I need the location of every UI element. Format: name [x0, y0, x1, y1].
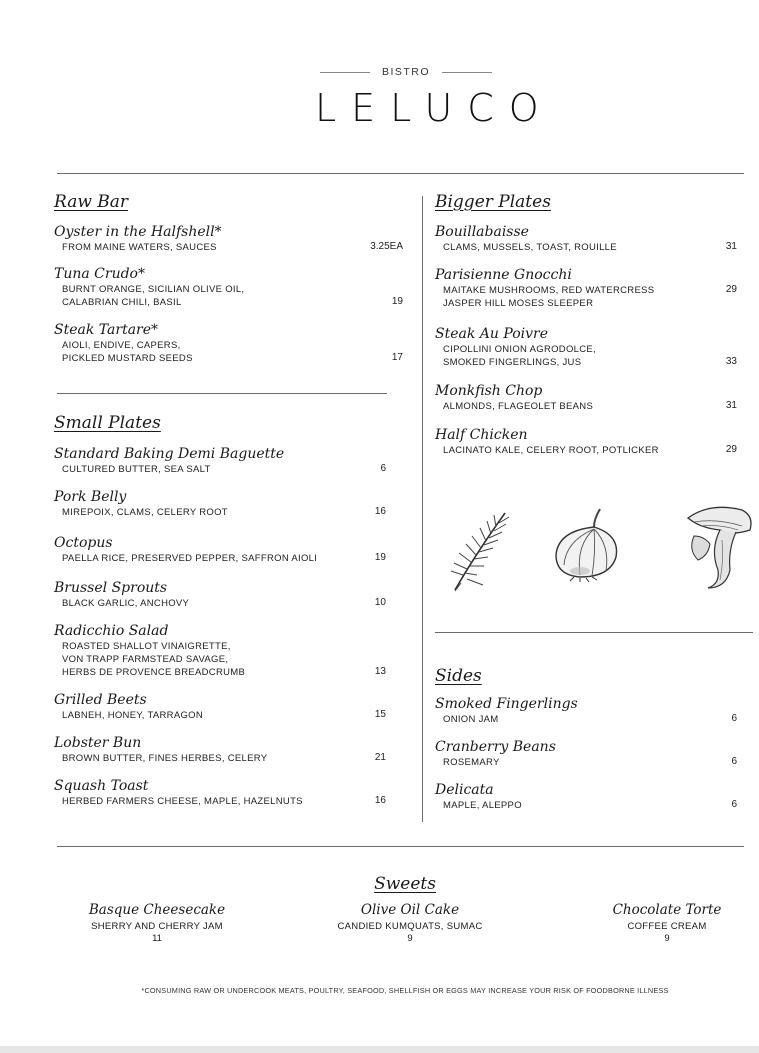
- menu-item: [435, 782, 522, 812]
- header-rule-right: [442, 72, 492, 73]
- menu-item-description: ALMONDS, FLAGEOLET BEANS: [443, 401, 594, 412]
- sweet-price: 9: [664, 933, 670, 944]
- menu-item-name: Grilled Beets: [54, 692, 147, 708]
- menu-item-name: Monkfish Chop: [435, 383, 543, 399]
- menu-item-description: ROSEMARY: [443, 757, 500, 768]
- rosemary-sprig-icon: [445, 505, 520, 593]
- menu-item: [54, 623, 245, 679]
- menu-item: [435, 267, 654, 310]
- menu-item-name: Tuna Crudo*: [54, 266, 145, 282]
- menu-item: [54, 446, 284, 476]
- menu-item-price: 15: [374, 709, 386, 720]
- menu-item: [54, 535, 317, 565]
- menu-item-price: 3.25EA: [370, 241, 403, 252]
- page-bottom-edge: [0, 1046, 759, 1053]
- menu-item-description: BURNT ORANGE, SICILIAN OLIVE OIL,: [62, 284, 245, 295]
- sweet-description: CANDIED KUMQUATS, SUMAC: [337, 921, 483, 932]
- menu-item: [54, 735, 267, 765]
- menu-item-price: 19: [374, 552, 386, 563]
- menu-item-name: Cranberry Beans: [435, 739, 556, 755]
- sweet-description: COFFEE CREAM: [627, 921, 707, 932]
- menu-item: [435, 696, 578, 726]
- menu-item-price: 33: [725, 356, 737, 367]
- menu-item-name: Standard Baking Demi Baguette: [54, 446, 285, 462]
- menu-item-description: SMOKED FINGERLINGS, JUS: [443, 357, 582, 368]
- menu-item-description: BROWN BUTTER, FINES HERBES, CELERY: [62, 753, 268, 764]
- column-divider: [422, 196, 423, 822]
- menu-item-price: 31: [725, 400, 737, 411]
- sweet-name: Basque Cheesecake: [88, 902, 226, 918]
- menu-item: [54, 322, 193, 365]
- bigger-plates-title: Bigger Plates: [435, 192, 551, 212]
- sweet-name: Olive Oil Cake: [360, 902, 460, 918]
- menu-item-name: Lobster Bun: [54, 735, 142, 751]
- sweet-price: 9: [407, 933, 413, 944]
- menu-item-description: BLACK GARLIC, ANCHOVY: [62, 598, 190, 609]
- menu-item-price: 16: [374, 795, 386, 806]
- menu-item-description: AIOLI, ENDIVE, CAPERS,: [62, 340, 181, 351]
- raw-bar-title: Raw Bar: [54, 192, 129, 212]
- menu-item-description: CIPOLLINI ONION AGRODOLCE,: [443, 344, 596, 355]
- sweet-description: SHERRY AND CHERRY JAM: [91, 921, 223, 932]
- menu-item-description: VON TRAPP FARMSTEAD SAVAGE,: [62, 654, 229, 665]
- menu-item-price: 29: [725, 284, 737, 295]
- sweet-name: Chocolate Torte: [612, 902, 722, 918]
- sweet-item: [567, 902, 759, 945]
- menu-item-price: 6: [380, 463, 386, 474]
- sweet-price: 11: [152, 933, 162, 944]
- menu-item-description: ONION JAM: [443, 714, 499, 725]
- menu-item-price: 6: [731, 713, 737, 724]
- menu-item: [435, 224, 617, 254]
- menu-item-description: HERBS DE PROVENCE BREADCRUMB: [62, 667, 246, 678]
- menu-item-price: 10: [374, 597, 386, 608]
- menu-item: [54, 489, 228, 519]
- menu-item-price: 31: [725, 241, 737, 252]
- menu-item-name: Radicchio Salad: [54, 623, 169, 639]
- restaurant-logo-title: LELUCO: [315, 86, 554, 130]
- small-plates-title: Small Plates: [54, 413, 161, 433]
- raw-bar-divider: [57, 393, 387, 394]
- menu-item-description: PAELLA RICE, PRESERVED PEPPER, SAFFRON AIOLI: [62, 553, 318, 564]
- menu-item-price: 13: [374, 666, 386, 677]
- sweet-item: [310, 902, 510, 945]
- header-divider: [57, 173, 744, 174]
- garlic-bulb-icon: [550, 505, 625, 583]
- menu-item-name: Bouillabaisse: [435, 224, 529, 240]
- menu-item: [54, 580, 189, 610]
- menu-item-name: Steak Au Poivre: [435, 326, 549, 342]
- menu-item-description: MIREPOIX, CLAMS, CELERY ROOT: [62, 507, 228, 518]
- menu-item: [54, 266, 244, 309]
- menu-item: [54, 224, 222, 254]
- menu-item-description: FROM MAINE WATERS, SAUCES: [62, 242, 217, 253]
- menu-item-description: CALABRIAN CHILI, BASIL: [62, 297, 182, 308]
- menu-item-name: Oyster in the Halfshell*: [54, 224, 222, 240]
- menu-item-name: Smoked Fingerlings: [435, 696, 578, 712]
- menu-item-description: CULTURED BUTTER, SEA SALT: [62, 464, 211, 475]
- menu-item-name: Steak Tartare*: [54, 322, 159, 338]
- sweets-divider: [57, 846, 744, 847]
- menu-item-name: Half Chicken: [435, 427, 528, 443]
- illustration-divider: [435, 632, 753, 633]
- oyster-mushroom-icon: [680, 500, 755, 592]
- menu-item-name: Squash Toast: [54, 778, 149, 794]
- sides-title: Sides: [435, 666, 482, 686]
- menu-item-price: 17: [391, 352, 403, 363]
- menu-item-price: 29: [725, 444, 737, 455]
- menu-item-description: ROASTED SHALLOT VINAIGRETTE,: [62, 641, 231, 652]
- menu-item: [435, 326, 596, 369]
- menu-item-name: Delicata: [435, 782, 494, 798]
- menu-item-description: MAITAKE MUSHROOMS, RED WATERCRESS: [443, 285, 655, 296]
- menu-item-price: 16: [374, 506, 386, 517]
- menu-item-name: Pork Belly: [54, 489, 127, 505]
- menu-item-name: Parisienne Gnocchi: [435, 267, 572, 283]
- menu-item: [54, 692, 203, 722]
- menu-item-description: PICKLED MUSTARD SEEDS: [62, 353, 193, 364]
- foodborne-illness-disclaimer: *CONSUMING RAW OR UNDERCOOK MEATS, POULTRY, SEAFOOD, SHELLFISH OR EGGS MAY INCREASE YOUR RISK OF FOODBORNE ILLNESS: [141, 986, 669, 995]
- menu-item-name: Octopus: [54, 535, 113, 551]
- menu-item-description: LACINATO KALE, CELERY ROOT, POTLICKER: [443, 445, 659, 456]
- menu-item: [435, 383, 593, 413]
- menu-item-price: 21: [374, 752, 386, 763]
- menu-item-name: Brussel Sprouts: [54, 580, 168, 596]
- menu-item-price: 19: [391, 296, 403, 307]
- menu-item-price: 6: [731, 799, 737, 810]
- menu-item-description: LABNEH, HONEY, TARRAGON: [62, 710, 203, 721]
- menu-item: [54, 778, 303, 808]
- menu-item-description: MAPLE, ALEPPO: [443, 800, 522, 811]
- menu-item-description: CLAMS, MUSSELS, TOAST, ROUILLE: [443, 242, 617, 253]
- menu-item: [435, 739, 556, 769]
- header-rule-left: [320, 72, 370, 73]
- menu-item: [435, 427, 659, 457]
- header-subtitle: BISTRO: [381, 66, 431, 78]
- menu-item-price: 6: [731, 756, 737, 767]
- menu-item-description: JASPER HILL MOSES SLEEPER: [443, 298, 594, 309]
- sweets-title: Sweets: [374, 874, 436, 894]
- sweet-item: [57, 902, 257, 945]
- menu-item-description: HERBED FARMERS CHEESE, MAPLE, HAZELNUTS: [62, 796, 303, 807]
